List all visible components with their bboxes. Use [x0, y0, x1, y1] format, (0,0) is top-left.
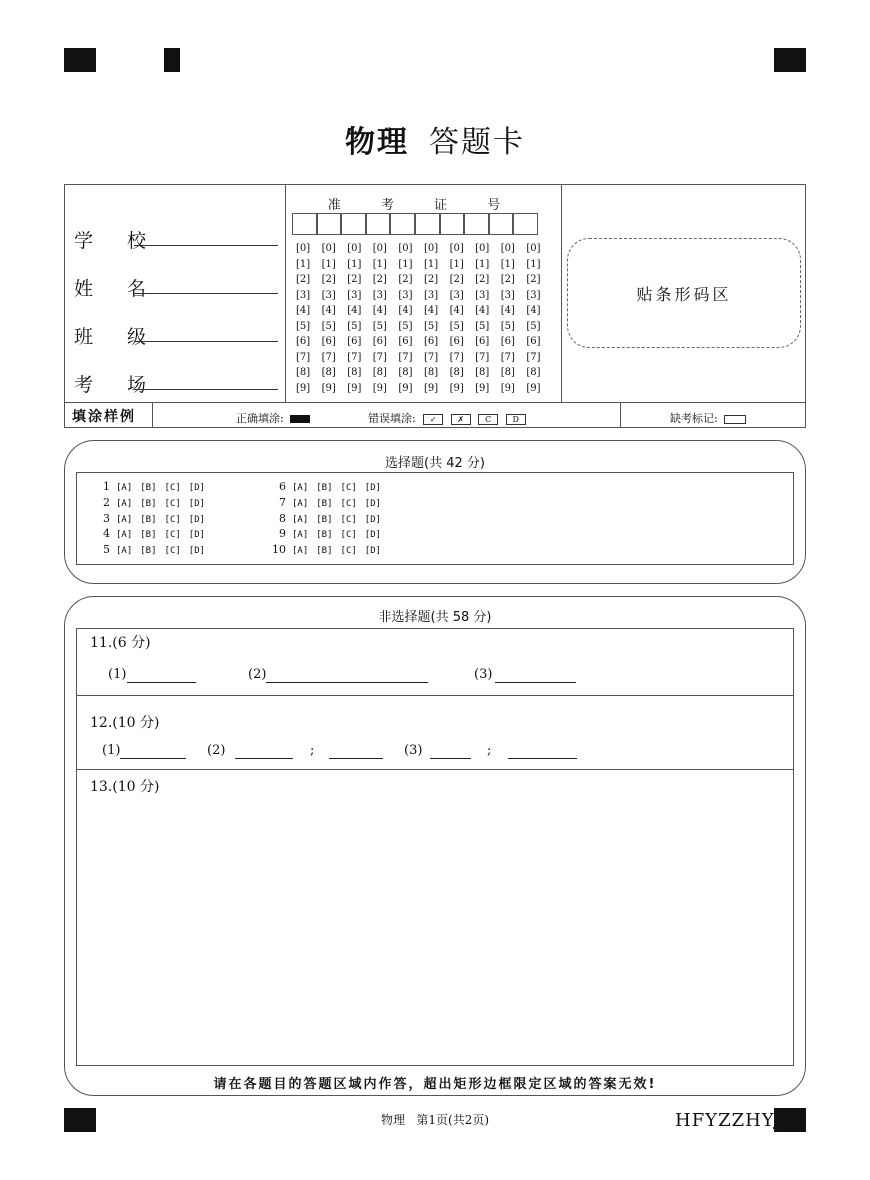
ticket-digit-bubble[interactable]: [1]	[500, 258, 515, 270]
fill-divider-2	[620, 402, 621, 428]
ticket-digit-bubble[interactable]: [7]	[526, 351, 541, 363]
fill-divider-1	[152, 402, 153, 428]
ticket-digit-bubble[interactable]: [2]	[398, 274, 413, 285]
ticket-digit-bubble[interactable]: [0]	[475, 243, 490, 254]
choice-option-bubble[interactable]: [A]	[292, 530, 309, 541]
ticket-digit-bubble[interactable]: [8]	[296, 367, 311, 378]
ticket-digit-bubble[interactable]: [9]	[449, 382, 464, 394]
ticket-digit-bubble[interactable]: [4]	[398, 305, 413, 316]
choice-option-bubble[interactable]: [C]	[340, 483, 357, 493]
q12-separator-2: ;	[487, 743, 492, 758]
ticket-digit-bubble[interactable]: [1]	[475, 258, 490, 270]
choice-question-row	[264, 512, 389, 528]
choice-option-bubble[interactable]: [C]	[340, 546, 357, 557]
choice-option-bubble[interactable]: [C]	[164, 498, 181, 509]
ticket-digit-bubble[interactable]: [7]	[475, 351, 490, 363]
ticket-digit-bubble[interactable]: [2]	[526, 274, 541, 285]
ticket-digit-bubble[interactable]: [9]	[526, 382, 541, 394]
ticket-digit-row	[296, 350, 552, 366]
ticket-digit-box[interactable]	[390, 213, 415, 235]
name-label: 姓 名	[74, 278, 161, 300]
ticket-digit-bubble[interactable]: [8]	[347, 367, 362, 378]
ticket-digit-bubble[interactable]: [9]	[347, 382, 362, 394]
ticket-digit-bubble[interactable]: [3]	[526, 289, 541, 301]
ticket-digit-box[interactable]	[513, 213, 538, 235]
ticket-digit-bubble[interactable]: [5]	[475, 320, 490, 332]
ticket-digit-bubble[interactable]: [2]	[347, 274, 362, 285]
ticket-digit-bubble[interactable]: [8]	[500, 367, 515, 378]
ticket-digit-bubble[interactable]: [7]	[372, 351, 387, 363]
ticket-digit-bubble[interactable]: [6]	[347, 336, 362, 347]
q11-blank-1[interactable]	[127, 682, 196, 683]
choice-option-bubble[interactable]: [A]	[292, 514, 309, 525]
ticket-digit-bubble[interactable]: [4]	[475, 305, 490, 316]
choice-option-bubble[interactable]: [B]	[140, 514, 157, 525]
choice-question-row	[88, 480, 213, 496]
ticket-digit-bubble[interactable]: [8]	[398, 367, 413, 378]
registration-mark-top-right	[774, 48, 806, 72]
correct-fill-label: 正确填涂:	[236, 412, 284, 425]
class-label: 班 级	[74, 326, 161, 348]
ticket-digit-bubble[interactable]: [2]	[372, 274, 387, 285]
ticket-digit-bubble[interactable]: [6]	[296, 336, 311, 347]
ticket-digit-bubble[interactable]: [9]	[500, 382, 515, 394]
ticket-digit-bubble[interactable]: [5]	[347, 320, 362, 332]
ticket-digit-bubble[interactable]: [3]	[423, 289, 439, 301]
choice-option-bubble[interactable]: [A]	[292, 498, 309, 509]
choice-option-bubble[interactable]: [D]	[188, 498, 206, 509]
ticket-digit-bubble[interactable]: [8]	[423, 367, 439, 378]
ticket-digit-bubble[interactable]: [0]	[296, 243, 311, 254]
choice-option-bubble[interactable]: [D]	[364, 514, 382, 525]
ticket-digit-row	[296, 241, 552, 257]
absent-mark-box[interactable]	[724, 415, 746, 424]
ticket-digit-bubble[interactable]: [5]	[526, 320, 541, 332]
ticket-digit-bubble[interactable]: [9]	[475, 382, 490, 394]
ticket-digit-bubble[interactable]: [7]	[398, 351, 413, 363]
ticket-digit-bubble[interactable]: [6]	[372, 336, 387, 347]
ticket-digit-bubble[interactable]: [2]	[423, 274, 439, 285]
choice-question-row	[264, 527, 389, 543]
ticket-digit-bubble[interactable]: [1]	[398, 258, 413, 270]
ticket-digit-bubble[interactable]: [7]	[296, 351, 311, 363]
ticket-digit-bubble[interactable]: [7]	[423, 351, 439, 363]
ticket-digit-bubble[interactable]: [0]	[372, 243, 387, 254]
ticket-digit-bubble[interactable]: [9]	[372, 382, 387, 394]
ticket-digit-bubble[interactable]: [1]	[347, 258, 362, 270]
ticket-digit-bubble[interactable]: [5]	[296, 320, 311, 332]
ticket-digit-bubble[interactable]: [3]	[347, 289, 362, 301]
barcode-area	[567, 238, 801, 348]
exam-room-field[interactable]	[134, 373, 278, 390]
ticket-digit-row	[296, 288, 552, 304]
q11-blank-2[interactable]	[266, 682, 428, 683]
choice-option-bubble[interactable]: [C]	[340, 530, 357, 541]
absent-mark-label: 缺考标记:	[670, 412, 718, 425]
q12-blank-3b[interactable]	[508, 758, 577, 759]
q11-blank-1-label: (1)	[108, 667, 127, 682]
ticket-digit-bubble[interactable]: [5]	[321, 320, 336, 332]
ticket-digit-bubble[interactable]: [4]	[500, 305, 515, 316]
ticket-digit-bubble[interactable]: [7]	[449, 351, 464, 363]
ticket-digit-bubble[interactable]: [2]	[449, 274, 464, 285]
ticket-digit-bubble[interactable]: [2]	[321, 274, 336, 285]
choice-option-bubble[interactable]: [B]	[316, 546, 333, 557]
ticket-digit-bubble[interactable]: [6]	[475, 336, 490, 347]
page-title	[0, 117, 870, 161]
class-field[interactable]	[134, 325, 278, 342]
name-field[interactable]	[134, 277, 278, 294]
ticket-digit-bubble[interactable]: [6]	[321, 336, 336, 347]
ticket-digit-bubble[interactable]: [4]	[372, 305, 387, 316]
choice-option-bubble[interactable]: [C]	[340, 498, 357, 509]
choice-option-bubble[interactable]: [B]	[140, 546, 157, 557]
q11-blank-3[interactable]	[495, 682, 576, 683]
ticket-digit-bubble[interactable]: [1]	[321, 258, 336, 270]
choice-option-bubble[interactable]: [C]	[164, 483, 181, 493]
choice-question-number: 3	[103, 511, 110, 525]
correct-fill	[236, 410, 310, 426]
absent-mark	[670, 410, 746, 426]
nonchoice-section-title: 非选择题(共 58 分)	[378, 610, 492, 625]
exam-room-label: 考 场	[74, 374, 161, 396]
choice-question-number: 10	[272, 543, 286, 557]
correct-fill-mark	[290, 415, 310, 423]
fill-example-label: 填涂样例	[72, 409, 136, 425]
q12-blank-1-label: (1)	[102, 743, 121, 758]
choice-option-bubble[interactable]: [D]	[364, 483, 382, 493]
ticket-digit-box[interactable]	[341, 213, 366, 235]
registration-mark-top-left-small	[164, 48, 180, 72]
q12-blank-1[interactable]	[120, 758, 186, 759]
header-divider-left	[285, 184, 286, 402]
ticket-digit-bubble[interactable]: [2]	[500, 274, 515, 285]
q12-blank-3-label: (3)	[404, 743, 423, 758]
school-label: 学 校	[74, 230, 161, 252]
choice-option-bubble[interactable]: [D]	[188, 530, 206, 541]
ticket-digit-bubble[interactable]: [3]	[475, 289, 490, 301]
ticket-digit-bubble[interactable]: [4]	[526, 305, 541, 316]
ticket-digit-box[interactable]	[366, 213, 391, 235]
choice-option-bubble[interactable]: [C]	[164, 530, 181, 541]
ticket-digit-row	[296, 257, 552, 273]
choice-option-bubble[interactable]: [C]	[340, 514, 357, 525]
paper-code: HFYZZHYJ	[675, 1110, 783, 1131]
wrong-mark-d: D	[506, 414, 526, 425]
ticket-digit-bubble[interactable]: [6]	[500, 336, 515, 347]
ticket-digit-box[interactable]	[464, 213, 489, 235]
ticket-digit-bubble[interactable]: [8]	[526, 367, 541, 378]
choice-option-bubble[interactable]: [B]	[316, 498, 333, 509]
choice-question-row	[88, 512, 213, 528]
ticket-digit-bubble[interactable]: [0]	[500, 243, 515, 254]
q13-answer-area[interactable]	[77, 800, 793, 1065]
ticket-digit-bubble[interactable]: [5]	[372, 320, 387, 332]
ticket-digit-bubble[interactable]: [1]	[296, 258, 311, 270]
q12-blank-3a[interactable]	[430, 758, 471, 759]
subject-title: 物理	[345, 125, 409, 160]
wrong-mark-check: ✓	[423, 414, 443, 425]
choice-option-bubble[interactable]: [B]	[316, 483, 333, 493]
ticket-digit-box[interactable]	[415, 213, 440, 235]
ticket-digit-bubble[interactable]: [0]	[398, 243, 413, 254]
choice-option-bubble[interactable]: [A]	[116, 530, 133, 541]
choice-section-title: 选择题(共 42 分)	[385, 456, 485, 471]
q13-title: 13.(10 分)	[90, 779, 160, 795]
ticket-digit-grid[interactable]	[296, 241, 552, 396]
choice-question-row	[88, 527, 213, 543]
q11-blank-3-label: (3)	[474, 667, 493, 682]
ticket-digit-bubble[interactable]: [8]	[449, 367, 464, 378]
ticket-digit-box[interactable]	[317, 213, 342, 235]
ticket-digit-bubble[interactable]: [4]	[449, 305, 464, 316]
q12-title: 12.(10 分)	[90, 715, 160, 731]
choice-question-number: 7	[279, 495, 286, 509]
choice-question-row	[264, 480, 389, 496]
ticket-digit-bubble[interactable]: [7]	[321, 351, 336, 363]
choice-option-bubble[interactable]: [A]	[116, 546, 133, 557]
q12-divider	[76, 769, 794, 770]
ticket-digit-bubble[interactable]: [0]	[449, 243, 464, 254]
ticket-digit-bubble[interactable]: [8]	[475, 367, 490, 378]
choice-option-bubble[interactable]: [A]	[116, 483, 133, 493]
ticket-digit-box[interactable]	[440, 213, 465, 235]
ticket-digit-row	[296, 272, 552, 288]
ticket-digit-row	[296, 334, 552, 350]
ticket-number-label: 准 考 证 号	[327, 198, 519, 213]
answer-area-warning: 请在各题目的答题区域内作答，超出矩形边框限定区域的答案无效!	[213, 1077, 657, 1092]
ticket-digit-bubble[interactable]: [1]	[526, 258, 541, 270]
choice-option-bubble[interactable]: [D]	[188, 546, 206, 557]
choice-option-bubble[interactable]: [A]	[292, 483, 309, 493]
ticket-digit-bubble[interactable]: [0]	[347, 243, 362, 254]
choice-option-bubble[interactable]: [A]	[116, 514, 133, 525]
wrong-mark-c: C	[478, 414, 498, 425]
ticket-digit-bubble[interactable]: [4]	[347, 305, 362, 316]
ticket-digit-bubble[interactable]: [5]	[500, 320, 515, 332]
choice-option-bubble[interactable]: [A]	[292, 546, 309, 557]
q12-blank-2a[interactable]	[235, 758, 293, 759]
school-field[interactable]	[134, 229, 278, 246]
ticket-digit-row	[296, 319, 552, 335]
choice-option-bubble[interactable]: [B]	[140, 483, 157, 493]
ticket-digit-bubble[interactable]: [4]	[321, 305, 336, 316]
ticket-digit-row	[296, 303, 552, 319]
ticket-digit-bubble[interactable]: [9]	[321, 382, 336, 394]
ticket-digit-bubble[interactable]: [5]	[423, 320, 439, 332]
ticket-digit-bubble[interactable]: [9]	[296, 382, 311, 394]
ticket-digit-bubble[interactable]: [0]	[526, 243, 541, 254]
choice-question-number: 9	[279, 527, 286, 541]
ticket-digit-bubble[interactable]: [1]	[423, 258, 439, 270]
choice-question-number: 2	[103, 495, 110, 509]
ticket-digit-bubble[interactable]: [2]	[296, 274, 311, 285]
ticket-digit-bubble[interactable]: [5]	[449, 320, 464, 332]
ticket-digit-bubble[interactable]: [7]	[500, 351, 515, 363]
choice-option-bubble[interactable]: [B]	[316, 530, 333, 541]
wrong-fill	[368, 410, 526, 426]
ticket-digit-bubble[interactable]: [3]	[449, 289, 464, 301]
choice-option-bubble[interactable]: [D]	[188, 514, 206, 525]
wrong-mark-cross: ✗	[451, 414, 471, 425]
ticket-digit-bubble[interactable]: [5]	[398, 320, 413, 332]
ticket-digit-bubble[interactable]: [6]	[423, 336, 439, 347]
ticket-digit-row	[296, 365, 552, 381]
ticket-digit-bubble[interactable]: [3]	[321, 289, 336, 301]
choice-option-bubble[interactable]: [C]	[164, 546, 181, 557]
registration-mark-top-left	[64, 48, 96, 72]
q12-blank-2b[interactable]	[329, 758, 383, 759]
ticket-digit-bubble[interactable]: [3]	[500, 289, 515, 301]
choice-question-number: 1	[103, 480, 110, 493]
choice-question-row	[264, 496, 389, 512]
choice-option-bubble[interactable]: [B]	[140, 530, 157, 541]
header-divider-right	[561, 184, 562, 402]
choice-option-bubble[interactable]: [D]	[364, 498, 382, 509]
choice-question-row	[264, 543, 389, 559]
choice-question-number: 6	[279, 480, 286, 493]
ticket-digit-bubble[interactable]: [3]	[296, 289, 311, 301]
choice-question-row	[88, 496, 213, 512]
ticket-digit-bubble[interactable]: [0]	[321, 243, 336, 254]
barcode-label: 贴条形码区	[636, 284, 732, 304]
choice-option-bubble[interactable]: [A]	[116, 498, 133, 509]
choice-question-number: 5	[103, 543, 110, 557]
q11-title: 11.(6 分)	[90, 635, 151, 651]
choice-question-row	[88, 543, 213, 559]
choice-option-bubble[interactable]: [C]	[164, 514, 181, 525]
q11-divider	[76, 695, 794, 696]
ticket-digit-row	[296, 381, 552, 397]
ticket-digit-bubble[interactable]: [4]	[296, 305, 311, 316]
ticket-digit-box[interactable]	[489, 213, 514, 235]
q11-blank-2-label: (2)	[248, 667, 267, 682]
ticket-digit-bubble[interactable]: [3]	[372, 289, 387, 301]
ticket-digit-bubble[interactable]: [1]	[449, 258, 464, 270]
ticket-number-boxes[interactable]	[292, 213, 538, 235]
ticket-digit-bubble[interactable]: [2]	[475, 274, 490, 285]
ticket-digit-bubble[interactable]: [8]	[372, 367, 387, 378]
q12-blank-2-label: (2)	[207, 743, 226, 758]
choice-option-bubble[interactable]: [B]	[140, 498, 157, 509]
ticket-digit-bubble[interactable]: [6]	[526, 336, 541, 347]
ticket-digit-bubble[interactable]: [7]	[347, 351, 362, 363]
choice-option-bubble[interactable]: [D]	[364, 530, 382, 541]
ticket-digit-bubble[interactable]: [8]	[321, 367, 336, 378]
wrong-fill-label: 错误填涂:	[368, 412, 416, 425]
ticket-digit-bubble[interactable]: [4]	[423, 305, 439, 316]
page-footer: 物理 第1页(共2页)	[380, 1113, 490, 1127]
ticket-digit-bubble[interactable]: [0]	[423, 243, 439, 254]
ticket-digit-bubble[interactable]: [6]	[398, 336, 413, 347]
choice-option-bubble[interactable]: [D]	[364, 546, 382, 557]
ticket-digit-bubble[interactable]: [3]	[398, 289, 413, 301]
ticket-digit-bubble[interactable]: [6]	[449, 336, 464, 347]
choice-question-number: 8	[279, 511, 286, 525]
card-title: 答题卡	[429, 125, 525, 160]
ticket-digit-bubble[interactable]: [9]	[423, 382, 439, 394]
choice-option-bubble[interactable]: [B]	[316, 514, 333, 525]
choice-question-number: 4	[103, 527, 110, 541]
choice-option-bubble[interactable]: [D]	[188, 483, 206, 493]
q12-separator-1: ;	[310, 743, 315, 758]
ticket-digit-bubble[interactable]: [9]	[398, 382, 413, 394]
ticket-digit-box[interactable]	[292, 213, 317, 235]
ticket-digit-bubble[interactable]: [1]	[372, 258, 387, 270]
